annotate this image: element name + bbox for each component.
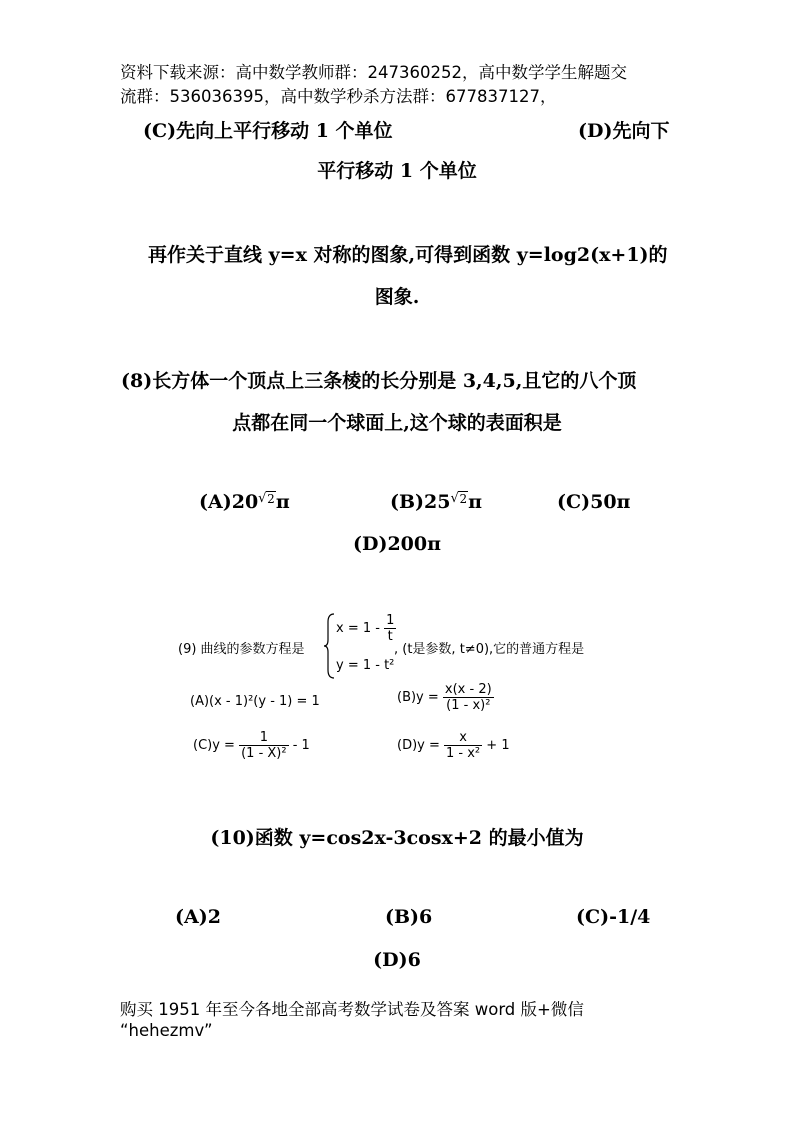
q9-option-c [193,730,310,761]
q10-option-b: (B)6 [385,906,433,928]
q8-option-c: (C)50π [557,491,631,513]
sqrt-symbol [258,492,276,506]
q10-stem: (10)函数 y=cos2x-3cosx+2 的最小值为 [210,827,584,849]
q8-option-d: (D)200π [352,533,442,555]
q7-option-d-continued: 平行移动 1 个单位 [317,160,477,182]
fraction-denominator: t [387,629,393,644]
q9-option-d-lhs: (D)y = [397,738,440,753]
q8-option-a-coef: (A)20 [199,491,259,513]
q10-option-d: (D)6 [373,949,421,971]
q8-stem-line-1: (8)长方体一个顶点上三条棱的长分别是 3,4,5,且它的八个顶 [121,370,637,392]
fraction-denominator: (1 - x)² [446,698,491,713]
q9-option-d [397,730,510,761]
q9-equation-x [336,613,396,644]
q9-option-d-tail: + 1 [486,738,510,753]
fraction-denominator: (1 - X)² [241,746,287,761]
q8-stem-line-2: 点都在同一个球面上,这个球的表面积是 [232,412,562,434]
q7-option-c: (C)先向上平行移动 1 个单位 [143,120,393,142]
q9-equation-y: y = 1 - t² [336,658,395,673]
q9-eq1-lhs: x = 1 - [336,621,380,636]
fraction-numerator: x(x - 2) [444,682,492,697]
fraction [444,730,482,761]
q7-option-d: (D)先向下 [578,120,670,142]
left-brace-icon [322,612,336,680]
q8-option-a [199,491,290,513]
fraction-denominator: 1 - x² [446,746,481,761]
q9-prefix: (9) 曲线的参数方程是 [178,642,305,657]
footer-line-2: “hehezmv” [120,1021,213,1040]
fraction-numerator: x [444,730,482,746]
q7-explanation-line-1: 再作关于直线 y=x 对称的图象,可得到函数 y=log2(x+1)的 [148,244,668,266]
q8-option-b [390,491,482,513]
fraction-numerator: 1 [239,730,289,746]
q8-option-b-coef: (B)25 [390,491,451,513]
q9-option-b [397,682,494,713]
q10-option-a: (A)2 [175,906,221,928]
q9-option-b-lhs: (B)y = [397,690,439,705]
q8-option-b-radicand: 2 [459,492,468,506]
fraction [239,730,289,761]
q8-option-b-pi: π [468,491,483,513]
q9-option-a: (A)(x - 1)²(y - 1) = 1 [190,694,320,709]
fraction-numerator: 1 [386,613,395,628]
q7-explanation-line-2: 图象. [374,286,420,308]
q8-option-a-radicand: 2 [267,492,275,506]
header-line-2: 流群：536036395，高中数学秒杀方法群：677837127， [120,87,557,106]
header-line-1: 资料下载来源：高中数学教师群：247360252，高中数学学生解题交 [120,63,627,82]
sqrt-symbol [450,492,468,506]
q9-suffix: , (t是参数, t≠0),它的普通方程是 [394,642,585,657]
q9-option-c-tail: - 1 [292,738,310,753]
q9-option-c-lhs: (C)y = [193,738,235,753]
fraction [443,682,494,713]
q10-option-c: (C)-1/4 [576,906,651,928]
q8-option-a-pi: π [275,491,290,513]
footer-line-1: 购买 1951 年至今各地全部高考数学试卷及答案 word 版+微信 [120,1000,584,1019]
